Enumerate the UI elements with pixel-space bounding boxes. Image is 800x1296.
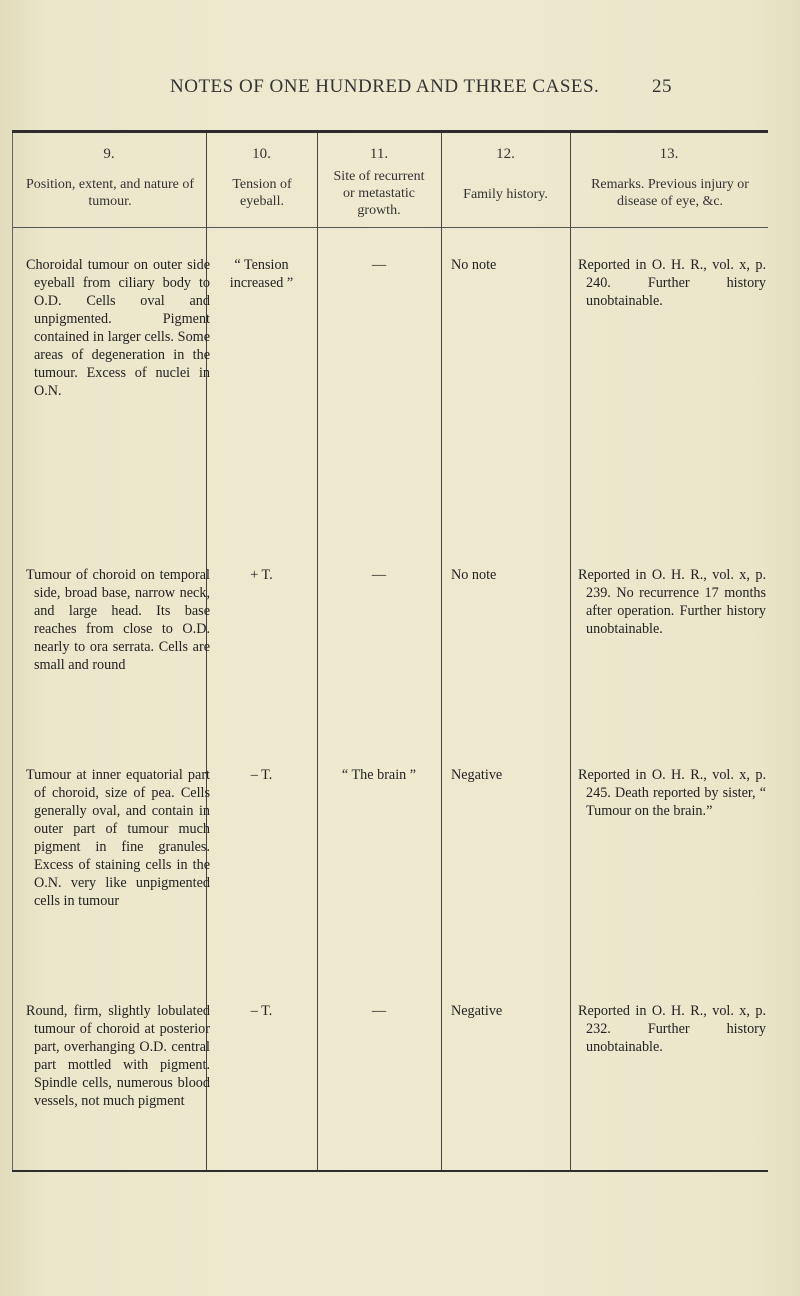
row-3-family: Negative	[451, 767, 503, 783]
column-header-position: Position, extent, and nature of tumour.	[26, 177, 194, 209]
row-2-family: No note	[451, 567, 497, 583]
column-rule-3	[441, 133, 442, 1170]
column-number-13: 13.	[659, 146, 679, 162]
row-3-position: Tumour at inner equatorial part of choroid, size of pea. Cells generally oval, and contain in outer part of tumour much pigment in fine granules. Excess of staining cells in the O.N. very like unpigmented cells in tumour	[26, 767, 210, 909]
column-rule-left	[12, 133, 13, 1170]
page-title: NOTES OF ONE HUNDRED AND THREE CASES.	[170, 76, 600, 97]
table-bottom-rule	[12, 1170, 768, 1172]
row-2-remarks: Reported in O. H. R., vol. x, p. 239. No recurrence 17 months after operation. Further history unobtainable.	[578, 567, 766, 637]
row-3-remarks: Reported in O. H. R., vol. x, p. 245. Death reported by sister, “ Tumour on the brain.”	[578, 767, 766, 819]
row-4-tension: – T.	[250, 1003, 273, 1019]
column-number-12: 12.	[496, 146, 515, 162]
page-number: 25	[652, 76, 672, 97]
row-3-site: “ The brain ”	[341, 767, 417, 783]
row-1-family: No note	[451, 257, 497, 273]
column-header-family: Family history.	[463, 187, 548, 202]
column-number-10: 10.	[252, 146, 271, 162]
row-3-tension: – T.	[250, 767, 273, 783]
column-number-9: 9.	[103, 146, 115, 162]
row-4-site: —	[371, 1003, 387, 1019]
row-2-site: —	[371, 567, 387, 583]
table-top-rule	[12, 130, 768, 133]
row-4-remarks: Reported in O. H. R., vol. x, p. 232. Further history unobtainable.	[578, 1003, 766, 1055]
header-divider-rule	[12, 227, 768, 228]
column-rule-4	[570, 133, 571, 1170]
column-header-remarks: Remarks. Previous injury or disease of eye, &c.	[591, 177, 749, 209]
column-header-site: Site of recurrent or metastatic growth.	[333, 169, 425, 218]
row-4-position: Round, firm, slightly lobulated tumour of choroid at posterior part, overhanging O.D. central part mottled with pigment. Spindle cells, numerous blood vessels, not much pigment	[26, 1003, 210, 1109]
row-1-tension: “ Tension increased ”	[229, 257, 294, 291]
column-number-11: 11.	[369, 146, 389, 162]
row-2-position: Tumour of choroid on temporal side, broad base, narrow neck, and large head. Its base reaches from close to O.D. nearly to ora serrata. Cells are small and round	[26, 567, 210, 673]
row-1-position: Choroidal tumour on outer side eyeball from ciliary body to O.D. Cells oval and unpigmented. Pigment contained in larger cells. Some areas of degeneration in the tumour. Excess of nuclei in O.N.	[26, 257, 210, 399]
row-1-site: —	[371, 257, 387, 273]
row-1-remarks: Reported in O. H. R., vol. x, p. 240. Further history unobtainable.	[578, 257, 766, 309]
column-header-tension: Tension of eyeball.	[232, 177, 292, 209]
row-4-family: Negative	[451, 1003, 503, 1019]
row-2-tension: + T.	[250, 567, 273, 583]
